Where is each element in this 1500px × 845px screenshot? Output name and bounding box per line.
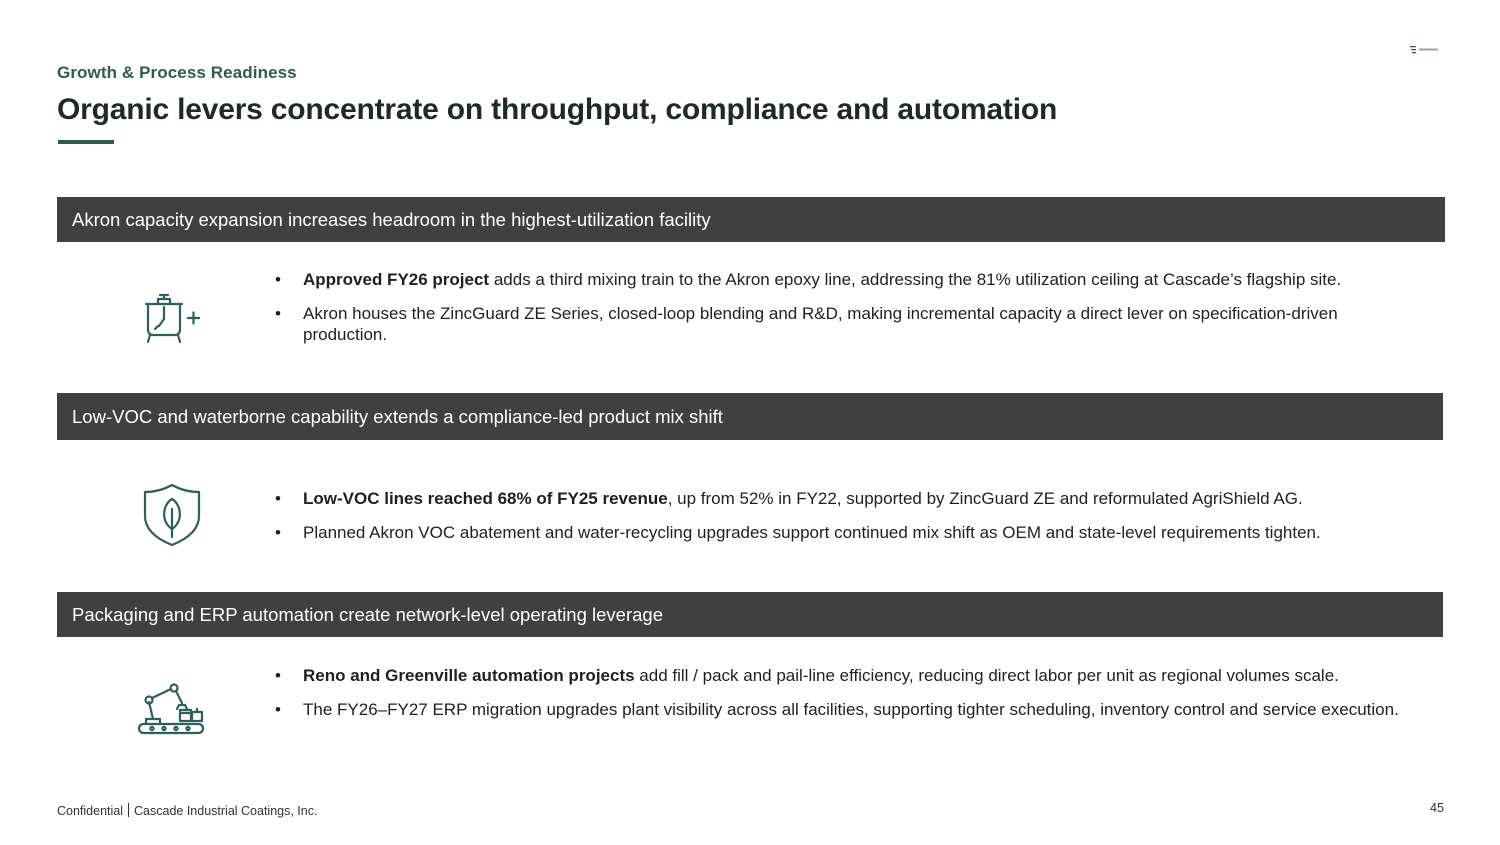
bullet-list-automation bbox=[275, 665, 1440, 733]
bullet-list-capacity bbox=[275, 269, 1425, 358]
section-heading: Packaging and ERP automation create network-level operating leverage bbox=[72, 603, 663, 625]
bullet-bold: Reno and Greenville automation projects bbox=[303, 666, 635, 685]
footer-separator bbox=[128, 803, 129, 817]
section-band-capacity bbox=[57, 197, 1445, 242]
bullet-item bbox=[275, 269, 1425, 290]
title-underline bbox=[58, 140, 114, 144]
bullet-item bbox=[275, 699, 1440, 720]
section-heading: Akron capacity expansion increases headroom in the highest-utilization facility bbox=[72, 208, 711, 230]
bullet-bold: Low-VOC lines reached 68% of FY25 revenue bbox=[303, 489, 668, 508]
section-band-compliance bbox=[57, 393, 1443, 440]
company-logo-icon bbox=[1408, 44, 1440, 56]
eyebrow: Growth & Process Readiness bbox=[57, 63, 297, 82]
bullet-text: add fill / pack and pail-line efficiency, reducing direct labor per unit as regional volumes scale. bbox=[634, 666, 1339, 685]
mixing-tank-plus-icon bbox=[138, 290, 204, 348]
bullet-text: Planned Akron VOC abatement and water-recycling upgrades support continued mix shift as OEM and state-level requirements tighten. bbox=[303, 523, 1321, 542]
page-title: Organic levers concentrate on throughput, compliance and automation bbox=[57, 93, 1058, 126]
bullet-item bbox=[275, 665, 1440, 686]
page-number: 45 bbox=[1430, 801, 1444, 815]
confidential-label: Confidential bbox=[57, 804, 124, 818]
bullet-item bbox=[275, 488, 1455, 509]
bullet-item bbox=[275, 303, 1425, 345]
bullet-bold: Approved FY26 project bbox=[303, 270, 490, 289]
footer-confidential bbox=[57, 803, 317, 818]
robot-arm-conveyor-icon bbox=[136, 680, 208, 738]
bullet-text: adds a third mixing train to the Akron epoxy line, addressing the 81% utilization ceiling at Cascade’s flagship site. bbox=[489, 270, 1342, 289]
bullet-list-compliance bbox=[275, 488, 1455, 556]
section-band-automation bbox=[57, 592, 1443, 637]
leaf-shield-icon bbox=[142, 482, 202, 548]
company-name: Cascade Industrial Coatings, Inc. bbox=[134, 804, 318, 818]
section-heading: Low-VOC and waterborne capability extends a compliance-led product mix shift bbox=[72, 405, 723, 427]
bullet-item bbox=[275, 522, 1455, 543]
bullet-text: , up from 52% in FY22, supported by ZincGuard ZE and reformulated AgriShield AG. bbox=[667, 489, 1303, 508]
bullet-text: Akron houses the ZincGuard ZE Series, closed-loop blending and R&D, making incremental capacity a direct lever on specification-driven production. bbox=[303, 304, 1338, 344]
bullet-text: The FY26–FY27 ERP migration upgrades plant visibility across all facilities, supporting tighter scheduling, inventory control and service execution. bbox=[303, 700, 1399, 719]
